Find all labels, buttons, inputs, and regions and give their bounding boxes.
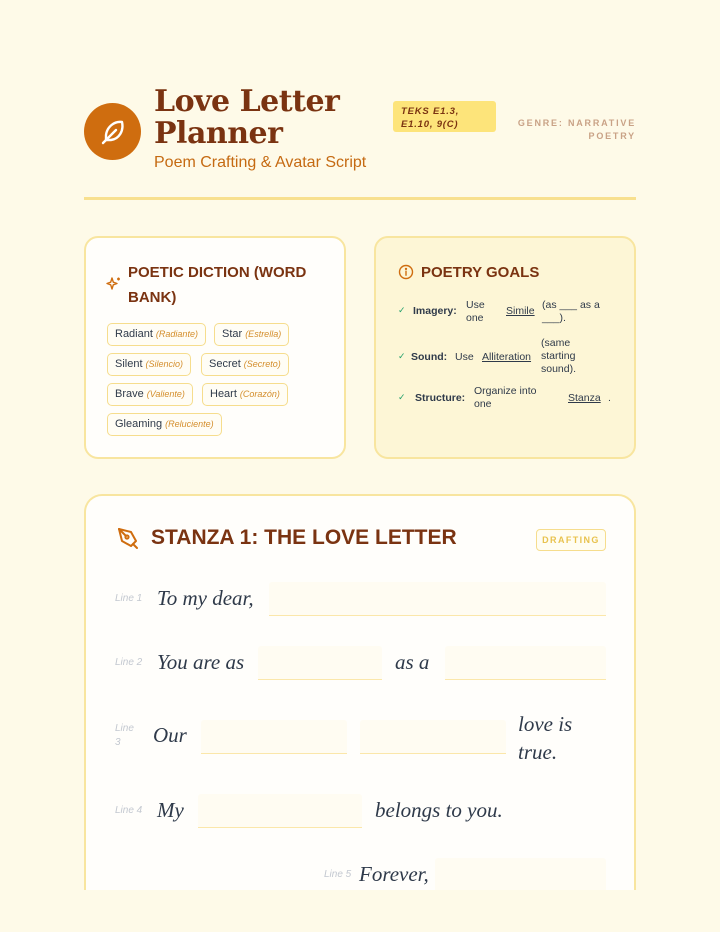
word-chip[interactable]: Star (Estrella) xyxy=(214,323,289,346)
poem-blank-input[interactable] xyxy=(201,720,347,754)
word-chip[interactable]: Secret (Secreto) xyxy=(201,353,289,376)
poem-blank-input[interactable] xyxy=(445,646,606,680)
stanza-title: STANZA 1: THE LOVE LETTER xyxy=(151,526,457,549)
status-badge: DRAFTING xyxy=(536,529,606,551)
line-label: Line 2 xyxy=(115,657,143,668)
word-chip[interactable]: Heart (Corazón) xyxy=(202,383,288,406)
word-bank-title: POETIC DICTION (WORD BANK) xyxy=(128,264,307,306)
header-divider xyxy=(84,197,636,200)
poetry-goals-title: POETRY GOALS xyxy=(421,264,540,281)
goal-term-stanza[interactable]: Stanza xyxy=(568,392,601,404)
goal-term-alliteration[interactable]: Alliteration xyxy=(482,351,532,363)
line-label: Line 5 xyxy=(324,869,352,880)
goal-term-simile[interactable]: Simile xyxy=(506,305,535,317)
header xyxy=(84,86,636,186)
page-title: Love Letter Planner xyxy=(154,84,340,151)
word-chip[interactable]: Radiant (Radiante) xyxy=(107,323,206,346)
poem-text: To my dear, xyxy=(157,586,254,610)
page-subtitle: Poem Crafting & Avatar Script xyxy=(154,154,367,171)
page-bottom xyxy=(0,890,720,932)
check-icon: ✓ xyxy=(398,305,406,315)
poem-text: Our xyxy=(153,723,187,747)
poem-blank-input[interactable] xyxy=(258,646,382,680)
poem-blank-input[interactable] xyxy=(435,858,606,892)
line-label: Line 4 xyxy=(115,805,143,816)
check-icon: ✓ xyxy=(398,392,406,402)
poem-text: belongs to you. xyxy=(375,798,503,822)
pen-nib-icon xyxy=(116,526,142,557)
feather-icon xyxy=(84,103,141,160)
check-icon: ✓ xyxy=(398,351,406,361)
poem-blank-input[interactable] xyxy=(360,720,506,754)
word-chip[interactable]: Gleaming (Reluciente) xyxy=(107,413,222,436)
line-label: Line 3 xyxy=(115,723,134,748)
genre-label: GENRE: NARRATIVE POETRY xyxy=(517,118,636,141)
info-icon xyxy=(398,264,414,285)
line-label: Line 1 xyxy=(115,593,143,604)
word-bank-card xyxy=(84,236,346,459)
poem-blank-input[interactable] xyxy=(198,794,362,828)
teks-badge: TEKS E1.3, E1.10, 9(C) xyxy=(393,101,496,132)
poem-text: as a xyxy=(395,650,430,674)
poem-text: love is true. xyxy=(518,712,573,764)
word-chip[interactable]: Silent (Silencio) xyxy=(107,353,191,376)
sparkle-icon xyxy=(106,276,122,297)
poem-text: You are as xyxy=(157,650,245,674)
poem-text: My xyxy=(157,798,184,822)
word-chip[interactable]: Brave (Valiente) xyxy=(107,383,193,406)
poem-text: Forever, xyxy=(359,862,429,886)
stanza-card xyxy=(84,494,636,914)
poetry-goals-card: POETRY GOALS ✓ Imagery: Use one Simile (as ___ as a ___). ✓ Sound: Use Alliteration (same starting sound). ✓ Structure: Organize into one Stanza . xyxy=(374,236,636,459)
poem-blank-input[interactable] xyxy=(269,582,606,616)
